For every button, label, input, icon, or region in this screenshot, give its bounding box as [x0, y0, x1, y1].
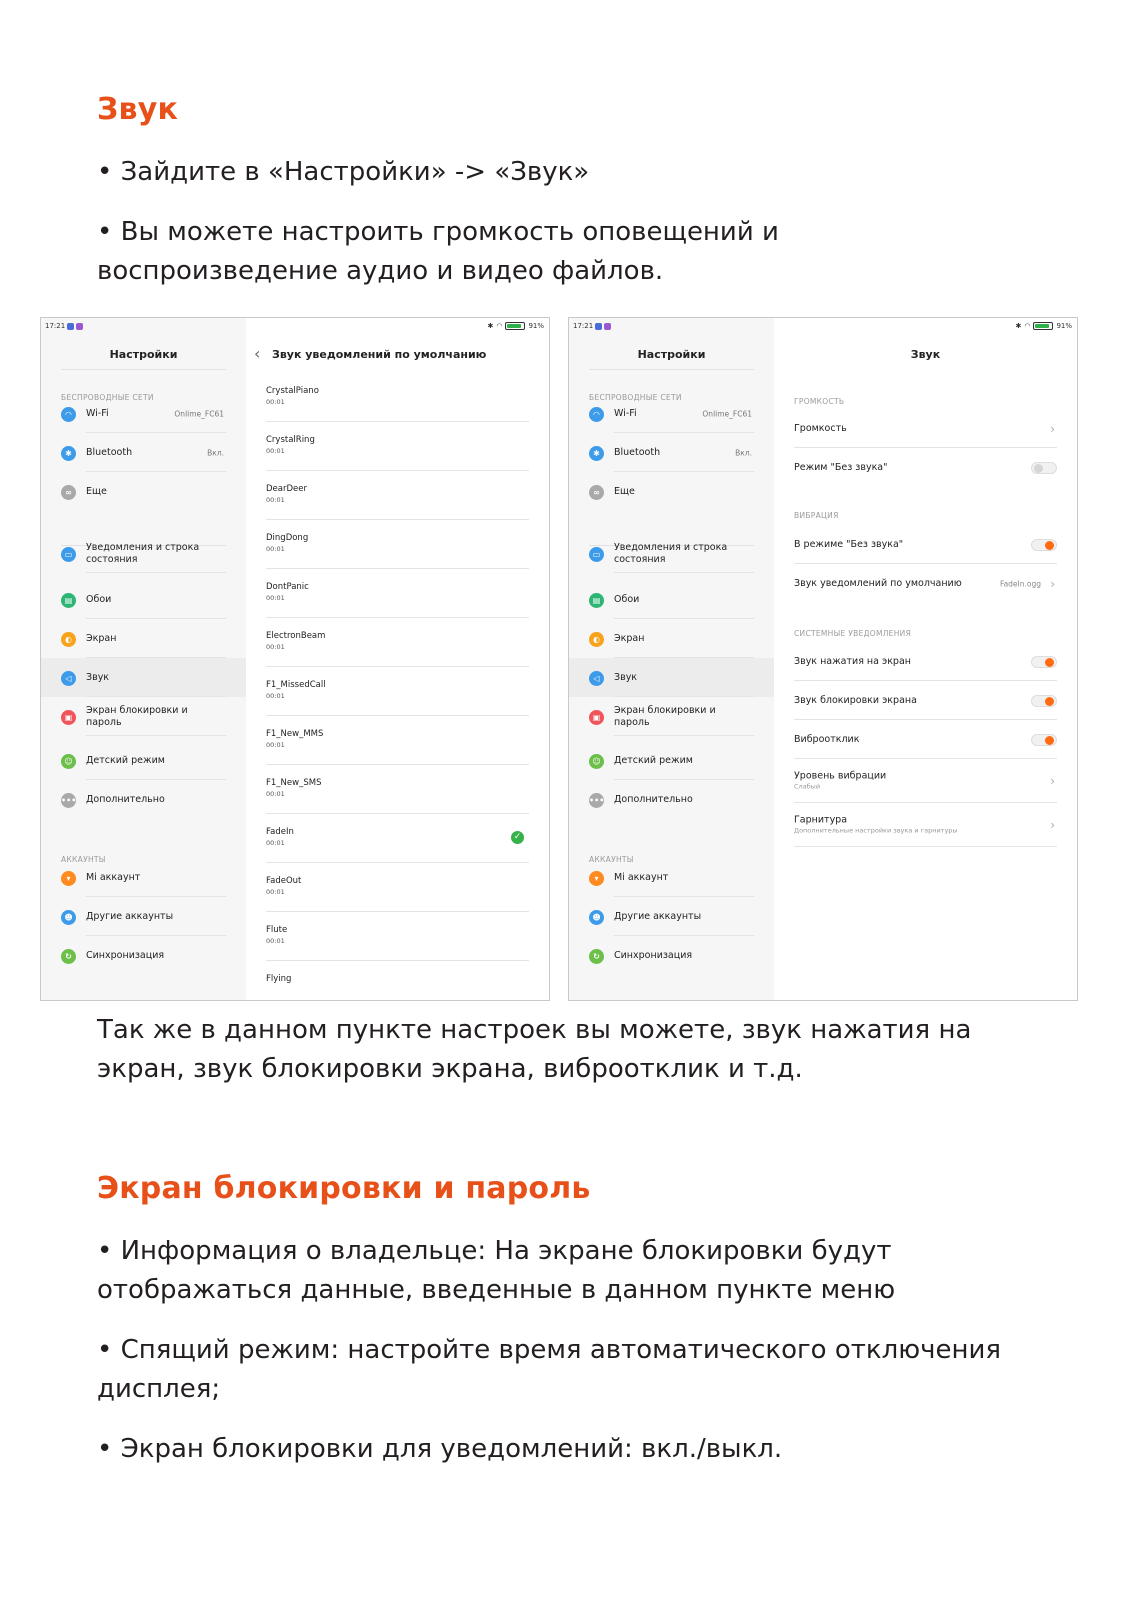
sidebar-item-label: Wi-Fi [614, 407, 637, 419]
child-mode-icon: ☺ [589, 754, 604, 769]
ringtone-duration: 00:01 [266, 594, 285, 602]
wallpaper-icon: ▤ [61, 593, 76, 608]
silent-mode-label: Режим "Без звука" [794, 461, 888, 473]
vibration-level-label: Уровень вибрации Слабый [794, 770, 887, 791]
status-time: 17:21 [573, 322, 594, 330]
ringtone-name: FadeOut [266, 876, 302, 886]
ringtone-item[interactable] [266, 569, 529, 618]
status-bar-left [45, 322, 83, 330]
wifi-status-icon: ◠ [1024, 322, 1031, 330]
ringtone-title: Звук уведомлений по умолчанию [272, 348, 487, 361]
sidebar-item-label: Обои [614, 593, 640, 605]
bluetooth-icon: ✱ [61, 446, 76, 461]
default-notification-value: FadeIn.ogg [999, 579, 1041, 588]
additional-icon: ••• [61, 793, 76, 808]
vibrate-silent-row[interactable] [794, 525, 1057, 564]
ringtone-item[interactable] [266, 961, 529, 1001]
section-wireless: БЕСПРОВОДНЫЕ СЕТИ [61, 393, 154, 402]
wifi-status-icon: ◠ [496, 322, 503, 330]
vibrate-silent-label: В режиме "Без звука" [794, 538, 904, 550]
default-notification-row[interactable] [794, 564, 1057, 603]
sidebar-item[interactable] [41, 619, 246, 658]
touch-sound-label: Звук нажатия на экран [794, 655, 911, 667]
sidebar-item[interactable] [569, 433, 774, 472]
sidebar-item[interactable] [41, 741, 246, 780]
sidebar-item[interactable] [569, 580, 774, 619]
section-system-sounds: СИСТЕМНЫЕ УВЕДОМЛЕНИЯ [794, 629, 912, 638]
lock-sound-toggle[interactable] [1031, 695, 1057, 707]
battery-icon [1033, 322, 1053, 330]
sidebar-item-label: Детский режим [614, 754, 693, 766]
notifications-icon: ▭ [61, 547, 76, 562]
ringtone-name: F1_MissedCall [266, 680, 326, 690]
status-bar-left [573, 322, 611, 330]
check-icon: ✓ [511, 831, 524, 844]
volume-label: Громкость [794, 422, 847, 434]
ringtone-name: DontPanic [266, 582, 309, 592]
sidebar-item[interactable] [569, 394, 774, 433]
bullet-text: • Спящий режим: настройте время автоматического отключения дисплея; [97, 1335, 1001, 1404]
sidebar-item-label: Еще [86, 485, 107, 497]
sidebar-item[interactable] [41, 534, 246, 573]
ringtone-name: CrystalPiano [266, 386, 319, 396]
ringtone-duration: 00:01 [266, 839, 285, 847]
headset-label: Гарнитура Дополнительные настройки звука и гарнитуры [794, 814, 958, 835]
back-arrow-icon[interactable]: ‹ [254, 344, 261, 363]
sound-panel [774, 318, 1077, 1000]
ringtone-name: F1_New_SMS [266, 778, 322, 788]
ringtone-duration: 00:01 [266, 496, 285, 504]
display-icon: ◐ [61, 632, 76, 647]
ringtone-panel [246, 318, 549, 1000]
sidebar-item-label: Mi аккаунт [86, 871, 141, 883]
settings-sidebar [569, 318, 774, 1000]
ringtone-duration: 00:01 [266, 398, 285, 406]
bluetooth-status-icon: ✱ [1015, 322, 1022, 330]
divider [61, 369, 226, 370]
divider [86, 572, 226, 573]
additional-icon: ••• [589, 793, 604, 808]
ringtone-duration: 00:01 [266, 692, 285, 700]
ringtone-duration: 00:01 [266, 888, 285, 896]
sidebar-item-label: Bluetooth [614, 446, 661, 458]
sidebar-item[interactable] [41, 658, 246, 697]
ringtone-name: CrystalRing [266, 435, 315, 445]
ringtone-name: Flute [266, 925, 288, 935]
volume-row[interactable] [794, 409, 1057, 448]
battery-level: 91% [1056, 322, 1072, 330]
sound-page-title: Звук [910, 348, 941, 361]
sidebar-item[interactable] [41, 394, 246, 433]
sidebar-item-label: Дополнительно [614, 793, 693, 805]
status-time: 17:21 [45, 322, 66, 330]
ringtone-name: ElectronBeam [266, 631, 326, 641]
lock-icon: ▣ [61, 710, 76, 725]
sidebar-item[interactable] [41, 897, 246, 936]
sidebar-item-label: Звук [86, 671, 110, 683]
wifi-icon: ◠ [61, 407, 76, 422]
bullet-text: • Информация о владельце: На экране блокировки будут отображаться данные, введенные в данном пункте меню [97, 1236, 896, 1305]
chevron-right-icon: › [1050, 576, 1055, 591]
notification-badge-icon [76, 323, 83, 330]
more-connections-icon: ∞ [589, 485, 604, 500]
ringtone-item[interactable] [266, 667, 529, 716]
touch-sound-row[interactable] [794, 642, 1057, 681]
ringtone-duration: 00:01 [266, 545, 285, 553]
sidebar-item-label: Уведомления и строка состояния [614, 541, 728, 565]
ringtone-item[interactable] [266, 716, 529, 765]
lock-icon: ▣ [589, 710, 604, 725]
sidebar-item-label: Дополнительно [86, 793, 165, 805]
section-accounts: АККАУНТЫ [589, 855, 634, 864]
silent-mode-row[interactable] [794, 448, 1057, 487]
sidebar-item[interactable] [569, 697, 774, 736]
settings-sidebar [41, 318, 246, 1000]
section-wireless: БЕСПРОВОДНЫЕ СЕТИ [589, 393, 682, 402]
child-mode-icon: ☺ [61, 754, 76, 769]
notification-badge-icon [595, 323, 602, 330]
sidebar-item-label: Другие аккаунты [86, 910, 174, 922]
ringtone-name: F1_New_MMS [266, 729, 324, 739]
vibration-level-value: Слабый [794, 782, 821, 791]
sidebar-item[interactable] [569, 780, 774, 819]
headset-row[interactable] [794, 803, 1057, 847]
ringtone-duration: 00:01 [266, 741, 285, 749]
settings-title: Настройки [109, 348, 178, 361]
touch-sound-toggle[interactable] [1031, 656, 1057, 668]
sidebar-item[interactable] [569, 897, 774, 936]
ringtone-item[interactable] [266, 618, 529, 667]
sidebar-item[interactable] [569, 858, 774, 897]
sidebar-item-label: Bluetooth [86, 446, 133, 458]
chevron-right-icon: › [1050, 421, 1055, 436]
silent-mode-toggle[interactable] [1031, 462, 1057, 474]
bullet-text: • Зайдите в «Настройки» -> «Звук» [97, 157, 590, 187]
sidebar-item[interactable] [41, 858, 246, 897]
ringtone-name: DingDong [266, 533, 309, 543]
ringtone-duration: 00:01 [266, 790, 285, 798]
sidebar-item-label: Звук [614, 671, 638, 683]
ringtone-item[interactable] [266, 912, 529, 961]
headset-subtitle: Дополнительные настройки звука и гарнитуры [794, 826, 958, 835]
ringtone-name: Flying [266, 974, 292, 984]
status-bar-right [1015, 322, 1072, 330]
sync-icon: ↻ [61, 949, 76, 964]
sidebar-item[interactable] [569, 619, 774, 658]
ringtone-item[interactable] [266, 471, 529, 520]
sidebar-item[interactable] [569, 534, 774, 573]
sidebar-item-label: Экран [614, 632, 645, 644]
sidebar-item[interactable] [569, 936, 774, 975]
sidebar-item-value: Onlime_FC61 [174, 409, 224, 418]
settings-title: Настройки [637, 348, 706, 361]
sidebar-item[interactable] [569, 472, 774, 511]
sidebar-item[interactable] [41, 936, 246, 975]
vibrate-silent-toggle[interactable] [1031, 539, 1057, 551]
sidebar-item[interactable] [41, 580, 246, 619]
divider [86, 735, 226, 736]
ringtone-duration: 00:01 [266, 643, 285, 651]
accounts-icon: ☻ [61, 910, 76, 925]
ringtone-item[interactable] [266, 520, 529, 569]
sidebar-item-label: Уведомления и строка состояния [86, 541, 200, 565]
bluetooth-icon: ✱ [589, 446, 604, 461]
sidebar-item-value: Вкл. [207, 448, 224, 457]
sidebar-item-label: Экран блокировки и пароль [86, 704, 188, 728]
divider [614, 572, 754, 573]
sidebar-item-label: Другие аккаунты [614, 910, 702, 922]
accounts-icon: ☻ [589, 910, 604, 925]
section-vibration: ВИБРАЦИЯ [794, 511, 839, 520]
sidebar-item[interactable] [569, 741, 774, 780]
wallpaper-icon: ▤ [589, 593, 604, 608]
haptic-label: Виброотклик [794, 733, 860, 745]
divider [614, 735, 754, 736]
ringtone-item[interactable] [266, 863, 529, 912]
mi-account-icon: ▾ [61, 871, 76, 886]
bullet-text: • Вы можете настроить громкость оповещений и воспроизведение аудио и видео файлов. [97, 217, 779, 286]
ringtone-duration: 00:01 [266, 937, 285, 945]
divider [589, 369, 754, 370]
haptic-row[interactable] [794, 720, 1057, 759]
wifi-icon: ◠ [589, 407, 604, 422]
sidebar-item-label: Экран [86, 632, 117, 644]
description-text: Так же в данном пункте настроек вы можете, звук нажатия на экран, звук блокировки экрана, виброотклик и т.д. [97, 1015, 972, 1084]
sidebar-item-label: Детский режим [86, 754, 165, 766]
ringtone-item[interactable] [266, 814, 529, 863]
sidebar-item-label: Еще [614, 485, 635, 497]
sidebar-item[interactable] [41, 433, 246, 472]
battery-level: 91% [528, 322, 544, 330]
status-bar-right [487, 322, 544, 330]
notification-badge-icon [67, 323, 74, 330]
ringtone-item[interactable] [266, 765, 529, 814]
screenshot-ringtones [40, 317, 550, 1001]
sidebar-item[interactable] [569, 658, 774, 697]
notifications-icon: ▭ [589, 547, 604, 562]
section-volume: ГРОМКОСТЬ [794, 397, 845, 406]
more-connections-icon: ∞ [61, 485, 76, 500]
sidebar-item-label: Синхронизация [86, 949, 165, 961]
sidebar-item-label: Экран блокировки и пароль [614, 704, 716, 728]
chevron-right-icon: › [1050, 818, 1055, 832]
chevron-right-icon: › [1050, 774, 1055, 788]
sidebar-item[interactable] [41, 472, 246, 511]
mi-account-icon: ▾ [589, 871, 604, 886]
sidebar-item[interactable] [41, 780, 246, 819]
sidebar-item-label: Синхронизация [614, 949, 693, 961]
lock-sound-label: Звук блокировки экрана [794, 694, 917, 706]
section-title-lock-screen: Экран блокировки и пароль [97, 1171, 591, 1206]
section-title-sound: Звук [97, 92, 179, 127]
sound-icon: ◁ [61, 671, 76, 686]
sidebar-item-label: Mi аккаунт [614, 871, 669, 883]
sidebar-item-label: Обои [86, 593, 112, 605]
ringtone-item[interactable] [266, 373, 529, 422]
sidebar-item-value: Вкл. [735, 448, 752, 457]
section-accounts: АККАУНТЫ [61, 855, 106, 864]
vibration-level-row[interactable] [794, 759, 1057, 803]
ringtone-name: DearDeer [266, 484, 307, 494]
default-notification-label: Звук уведомлений по умолчанию [794, 577, 962, 589]
bluetooth-status-icon: ✱ [487, 322, 494, 330]
bullet-text: • Экран блокировки для уведомлений: вкл./выкл. [97, 1434, 783, 1464]
screenshot-sound-settings [568, 317, 1078, 1001]
ringtone-name: FadeIn [266, 827, 294, 837]
lock-sound-row[interactable] [794, 681, 1057, 720]
sound-icon: ◁ [589, 671, 604, 686]
ringtone-duration: 00:01 [266, 447, 285, 455]
ringtone-item[interactable] [266, 422, 529, 471]
battery-icon [505, 322, 525, 330]
sync-icon: ↻ [589, 949, 604, 964]
sidebar-item-value: Onlime_FC61 [702, 409, 752, 418]
notification-badge-icon [604, 323, 611, 330]
sidebar-item-label: Wi-Fi [86, 407, 109, 419]
haptic-toggle[interactable] [1031, 734, 1057, 746]
display-icon: ◐ [589, 632, 604, 647]
sidebar-item[interactable] [41, 697, 246, 736]
